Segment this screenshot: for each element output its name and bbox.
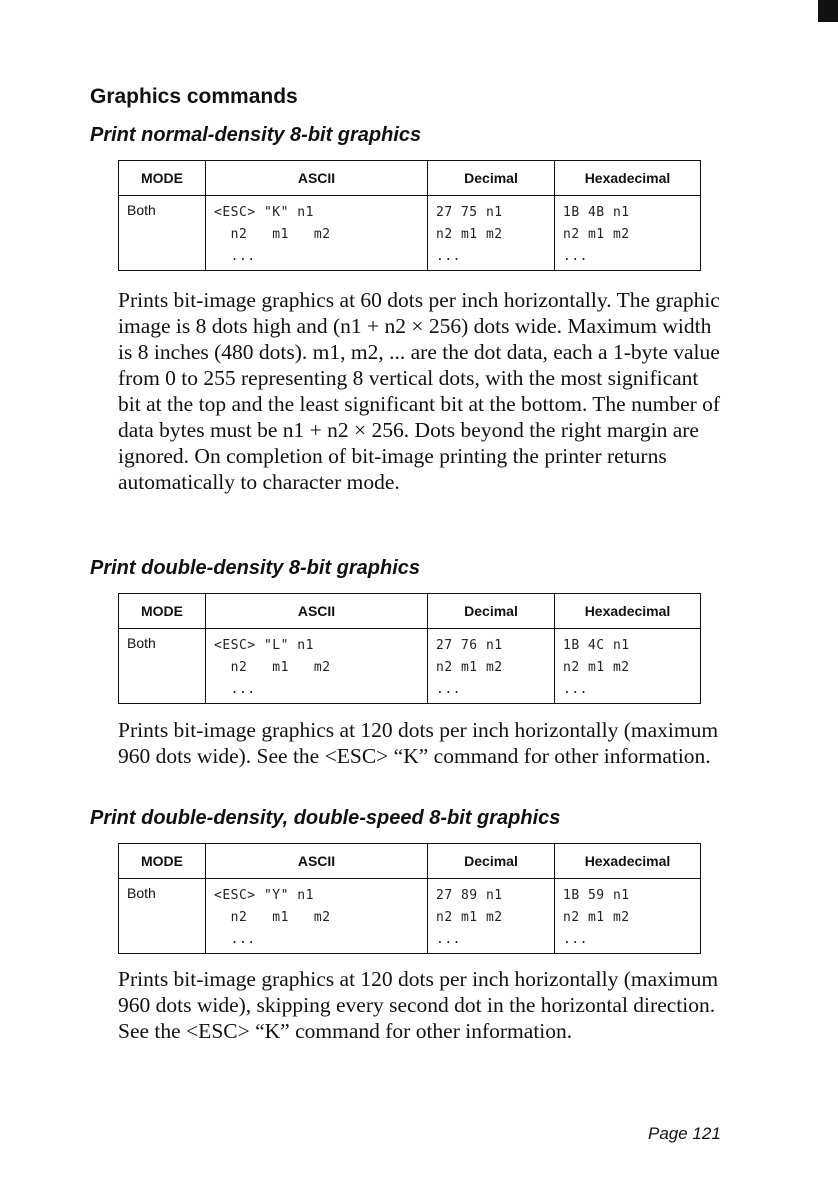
command-title-double-density: Print double-density 8-bit graphics xyxy=(90,557,421,579)
header-mode: MODE xyxy=(119,594,206,629)
cell-mode: Both xyxy=(127,635,156,651)
ascii-line: n2 m1 m2 xyxy=(214,660,331,675)
header-ascii: ASCII xyxy=(206,161,428,196)
cell-decimal xyxy=(428,629,555,704)
ascii-line: n2 m1 m2 xyxy=(214,227,331,242)
command-table-double-speed xyxy=(118,843,701,954)
hex-line: ... xyxy=(563,932,588,947)
header-hex: Hexadecimal xyxy=(555,161,701,196)
ascii-line: <ESC> "K" n1 xyxy=(214,205,314,220)
cell-ascii xyxy=(206,629,428,704)
hex-line: n2 m1 m2 xyxy=(563,660,630,675)
cell-mode: Both xyxy=(127,885,156,901)
command-table-normal-density xyxy=(118,160,701,271)
command-description-double-speed: Prints bit-image graphics at 120 dots per inch horizontally (maximum 960 dots wide), skipping every second dot in the horizontal direction. See the <ESC> “K” command for other information. xyxy=(118,967,719,1043)
decimal-line: 27 89 n1 xyxy=(436,888,503,903)
decimal-line: n2 m1 m2 xyxy=(436,910,503,925)
hex-line: 1B 4C n1 xyxy=(563,638,630,653)
header-mode: MODE xyxy=(119,161,206,196)
hex-line: 1B 59 n1 xyxy=(563,888,630,903)
cell-mode: Both xyxy=(127,202,156,218)
cell-decimal xyxy=(428,879,555,954)
header-decimal: Decimal xyxy=(428,844,555,879)
hex-line: ... xyxy=(563,682,588,697)
cell-hex xyxy=(555,879,701,954)
command-table-double-density xyxy=(118,593,701,704)
ascii-line: n2 m1 m2 xyxy=(214,910,331,925)
header-decimal: Decimal xyxy=(428,594,555,629)
cell-decimal xyxy=(428,196,555,271)
header-ascii: ASCII xyxy=(206,844,428,879)
command-description-double-density: Prints bit-image graphics at 120 dots per inch horizontally (maximum 960 dots wide). See the <ESC> “K” command for other information. xyxy=(118,718,719,768)
header-hex: Hexadecimal xyxy=(555,844,701,879)
decimal-line: ... xyxy=(436,682,461,697)
cell-hex xyxy=(555,196,701,271)
section-title: Graphics commands xyxy=(90,85,298,108)
cell-ascii xyxy=(206,879,428,954)
hex-line: 1B 4B n1 xyxy=(563,205,630,220)
cell-hex xyxy=(555,629,701,704)
decimal-line: n2 m1 m2 xyxy=(436,227,503,242)
cell-ascii xyxy=(206,196,428,271)
header-ascii: ASCII xyxy=(206,594,428,629)
command-description-normal-density: Prints bit-image graphics at 60 dots per inch horizontally. The graphic image is 8 dots high and (n1 + n2 × 256) dots wide. Maximum width is 8 inches (480 dots). m1, m2, ... are the dot data, each a 1-byte value from 0 to 255 representing 8 vertical dots, with the most significant bit at the top and the least significant bit at the bottom. The number of data bytes must be n1 + n2 × 256. Dots beyond the right margin are ignored. On completion of bit-image printing the printer returns automatically to character mode. xyxy=(118,288,721,494)
decimal-line: 27 76 n1 xyxy=(436,638,503,653)
ascii-line: ... xyxy=(214,932,256,947)
decimal-line: n2 m1 m2 xyxy=(436,660,503,675)
hex-line: n2 m1 m2 xyxy=(563,910,630,925)
header-hex: Hexadecimal xyxy=(555,594,701,629)
header-decimal: Decimal xyxy=(428,161,555,196)
page-corner-mark xyxy=(818,0,838,22)
ascii-line: <ESC> "Y" n1 xyxy=(214,888,314,903)
hex-line: n2 m1 m2 xyxy=(563,227,630,242)
decimal-line: ... xyxy=(436,249,461,264)
decimal-line: ... xyxy=(436,932,461,947)
command-title-double-speed: Print double-density, double-speed 8-bit graphics xyxy=(90,807,561,829)
page-number: Page 121 xyxy=(648,1124,721,1143)
hex-line: ... xyxy=(563,249,588,264)
decimal-line: 27 75 n1 xyxy=(436,205,503,220)
command-title-normal-density: Print normal-density 8-bit graphics xyxy=(90,124,422,146)
header-mode: MODE xyxy=(119,844,206,879)
ascii-line: <ESC> "L" n1 xyxy=(214,638,314,653)
ascii-line: ... xyxy=(214,682,256,697)
ascii-line: ... xyxy=(214,249,256,264)
